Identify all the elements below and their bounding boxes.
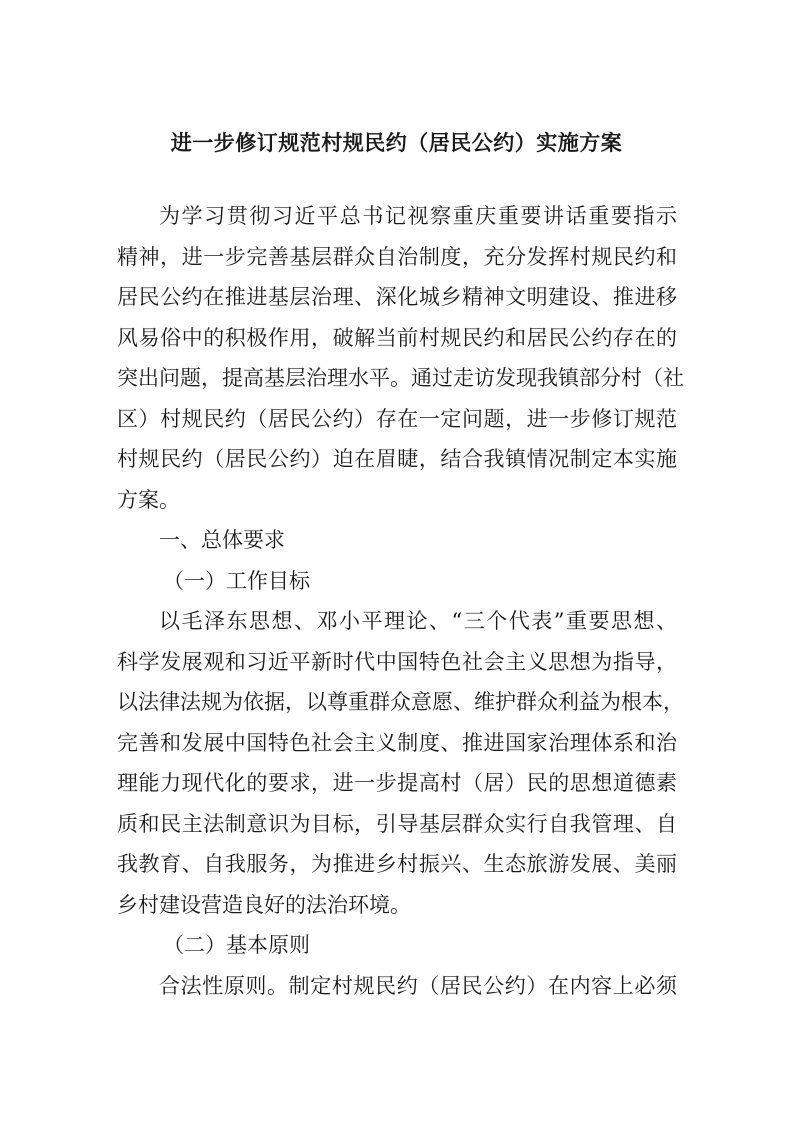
paragraph-line: 村规民约（居民公约）迫在眉睫，结合我镇情况制定本实施 <box>117 447 677 471</box>
subsection-heading: （一）工作目标 <box>163 568 310 593</box>
paragraph-line: 乡村建设营造良好的法治环境。 <box>117 892 411 917</box>
paragraph-line: 方案。 <box>117 487 180 512</box>
paragraph-line: 居民公约在推进基层治理、深化城乡精神文明建设、推进移 <box>117 285 677 309</box>
paragraph-line: 科学发展观和习近平新时代中国特色社会主义思想为指导， <box>117 649 677 674</box>
paragraph-line: 合法性原则。制定村规民约（居民公约）在内容上必须 <box>159 973 677 998</box>
paragraph-line: 为学习贯彻习近平总书记视察重庆重要讲话重要指示 <box>159 204 677 228</box>
section-heading: 一、总体要求 <box>159 528 285 552</box>
document-body <box>117 196 684 1006</box>
paragraph-line: 理能力现代化的要求，进一步提高村（居）民的思想道德素 <box>117 771 677 795</box>
paragraph-line: 风易俗中的积极作用，破解当前村规民约和居民公约存在的 <box>117 325 677 350</box>
subsection-heading: （二）基本原则 <box>163 933 310 957</box>
document-title: 进一步修订规范村规民约（居民公约）实施方案 <box>170 130 623 155</box>
paragraph-line: 我教育、自我服务，为推进乡村振兴、生态旅游发展、美丽 <box>117 852 677 876</box>
paragraph-line: 完善和发展中国特色社会主义制度、推进国家治理体系和治 <box>117 730 677 755</box>
paragraph-line: 质和民主法制意识为目标，引导基层群众实行自我管理、自 <box>117 811 677 836</box>
paragraph-line: 突出问题，提高基层治理水平。通过走访发现我镇部分村（社 <box>117 366 684 390</box>
paragraph-line: 以法律法规为依据，以尊重群众意愿、维护群众利益为根本， <box>117 690 684 714</box>
paragraph-line: 以毛泽东思想、邓小平理论、“三个代表”重要思想、 <box>159 609 677 633</box>
paragraph-line: 精神，进一步完善基层群众自治制度，充分发挥村规民约和 <box>117 244 677 269</box>
paragraph-line: 区）村规民约（居民公约）存在一定问题，进一步修订规范 <box>117 406 677 431</box>
